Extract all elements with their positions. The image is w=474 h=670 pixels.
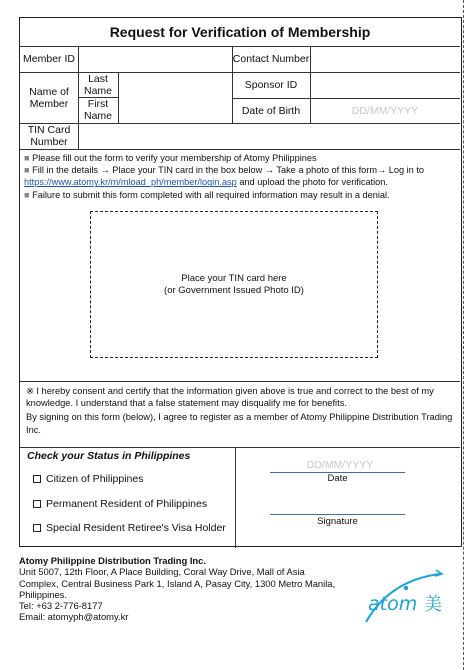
instructions (24, 152, 458, 201)
instruction-line: Failure to submit this form completed with all required information may result in a denial. (32, 189, 390, 200)
signature-field[interactable] (270, 492, 405, 514)
address-line: Complex, Central Business Park 1, Island A, Pasay City, 1300 Metro Manila, (19, 577, 336, 589)
logo-hanja: 美 (424, 594, 442, 615)
option-label: Citizen of Philippines (46, 473, 144, 485)
option-label: Permanent Resident of Philippines (46, 498, 208, 510)
tin-card-field[interactable] (78, 123, 460, 149)
date-field[interactable]: DD/MM/YYYY (306, 459, 374, 471)
date-of-birth-field[interactable]: DD/MM/YYYY (351, 104, 419, 117)
instruction-line: Fill in the details → Place your TIN card in the box below → Take a photo of this form→ Log in to (32, 165, 424, 176)
tin-card-label: TIN Card Number (27, 124, 71, 148)
instruction-line: and upload the photo for verification. (236, 177, 388, 188)
photo-box-subtext: (or Government Issued Photo ID) (164, 284, 304, 296)
status-option-retiree-visa[interactable] (33, 522, 226, 534)
photo-box-text: Place your TIN card here (181, 272, 287, 284)
form-title: Request for Verification of Membership (109, 24, 371, 40)
sponsor-id-label: Sponsor ID (244, 79, 298, 91)
cut-line (463, 0, 464, 670)
address-line: Philippines. (19, 588, 67, 600)
email-address: Email: atomyph@atomy.kr (19, 611, 129, 623)
first-name-label: First Name (83, 98, 112, 122)
membership-form (19, 17, 462, 547)
divider (235, 447, 236, 548)
status-option-citizen[interactable] (33, 473, 143, 485)
tin-photo-box (90, 211, 378, 358)
contact-number-field[interactable] (310, 46, 460, 72)
atomy-logo (360, 566, 460, 636)
last-name-field[interactable] (118, 72, 232, 97)
date-label: Date (327, 473, 348, 484)
divider (20, 447, 460, 448)
signature-label: Signature (317, 516, 358, 527)
sponsor-id-field[interactable] (310, 72, 460, 98)
company-name: Atomy Philippine Distribution Trading Inc. (19, 555, 206, 566)
member-id-field[interactable] (78, 46, 232, 72)
divider (20, 381, 460, 382)
divider (20, 149, 460, 150)
bullet-icon: ■ (24, 153, 30, 163)
company-footer (19, 555, 359, 623)
member-id-label: Member ID (23, 53, 75, 65)
instruction-line: Please fill out the form to verify your membership of Atomy Philippines (32, 153, 317, 163)
checkbox-icon[interactable] (33, 524, 41, 532)
last-name-label: Last Name (83, 72, 112, 97)
option-label: Special Resident Retiree's Visa Holder (46, 522, 226, 534)
logo-wordmark: atom (368, 593, 418, 615)
phone-number: Tel: +63 2-776-8177 (19, 600, 103, 612)
signature-line (270, 514, 405, 515)
address-line: Unit 5007, 12th Floor, A Place Building, Coral Way Drive, Mall of Asia (19, 566, 305, 578)
consent-paragraph: By signing on this form (below), I agree to register as a member of Atomy Philippine Distribution Trading Inc. (26, 412, 453, 435)
name-of-member-label: Name of Member (29, 85, 69, 110)
checkbox-icon[interactable] (33, 475, 41, 483)
bullet-icon: ■ (24, 165, 30, 176)
first-name-field[interactable] (118, 97, 232, 123)
checkbox-icon[interactable] (33, 500, 41, 508)
upload-link[interactable]: https://www.atomy.kr/m/mload_ph/member/login.asp (24, 177, 237, 188)
bullet-icon: ■ (24, 189, 30, 200)
consent-text (26, 385, 456, 438)
consent-paragraph: ※ I hereby consent and certify that the information given above is true and correct to the best of my knowledge. I understand that a false statement may disqualify me for benefits. (26, 386, 434, 409)
date-of-birth-label: Date of Birth (241, 104, 301, 117)
atomy-logo-icon (360, 566, 460, 636)
status-title: Check your Status in Philippines (27, 450, 191, 462)
status-option-permanent-resident[interactable] (33, 498, 207, 510)
contact-number-label: Contact Number (232, 53, 310, 65)
